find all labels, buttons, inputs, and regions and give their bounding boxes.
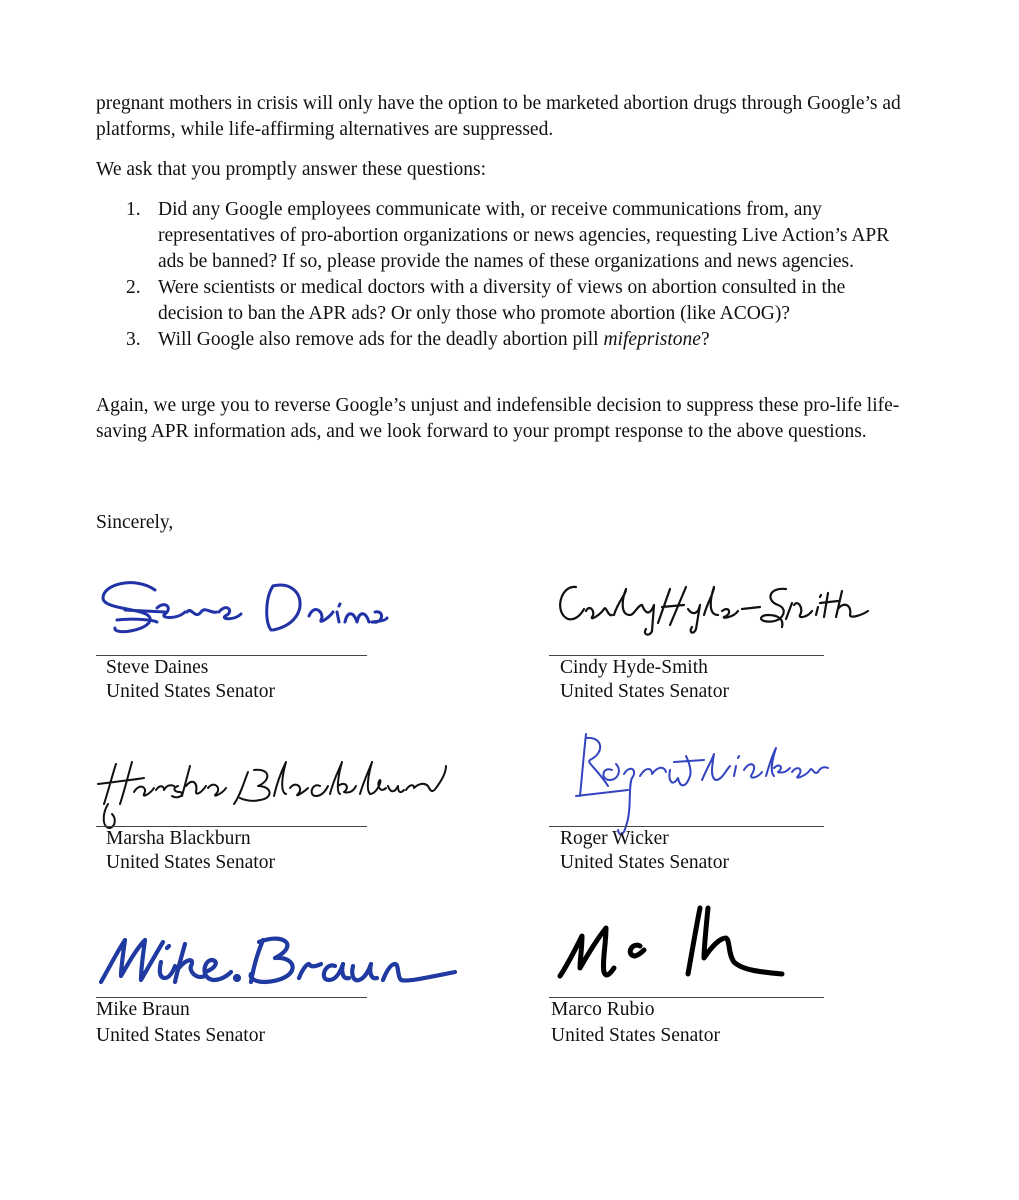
signatory-name: Marco Rubio <box>551 999 655 1020</box>
signature-steve-daines <box>95 568 395 658</box>
questions-list <box>96 197 906 353</box>
question-number: 2. <box>126 277 141 298</box>
signatory-name: Roger Wicker <box>560 828 669 849</box>
question-text: Did any Google employees communicate with, or receive communications from, any representatives of pro-abortion organizations or news agencies, requesting Live Action’s APR ads be banned? If so, please provide the names of these organizations and news agencies. <box>158 199 890 272</box>
signatory-title: United States Senator <box>96 1025 265 1046</box>
signature-cindy-hyde-smith <box>546 575 886 645</box>
signatory-name: Marsha Blackburn <box>106 828 251 849</box>
question-item <box>96 327 906 353</box>
question-item <box>96 197 906 275</box>
signatory-name: Cindy Hyde-Smith <box>560 657 708 678</box>
signatory-title: United States Senator <box>560 852 729 873</box>
signatory-name: Mike Braun <box>96 999 190 1020</box>
paragraph-3: Again, we urge you to reverse Google’s unjust and indefensible decision to suppress these pro-life life-saving APR information ads, and we look forward to your prompt response to the above questions. <box>96 395 900 442</box>
paragraph-1: pregnant mothers in crisis will only have the option to be marketed abortion drugs through Google’s ad platforms, while life-affirming alternatives are suppressed. <box>96 93 901 140</box>
signatory-title: United States Senator <box>560 681 729 702</box>
drug-name: mifepristone <box>603 329 701 350</box>
signatory-title: United States Senator <box>106 681 275 702</box>
question-item <box>96 275 906 327</box>
signature-mike-braun <box>95 928 465 998</box>
signatory-name: Steve Daines <box>106 657 209 678</box>
closing: Sincerely, <box>96 512 174 533</box>
question-number: 1. <box>126 199 141 220</box>
question-text: Will Google also remove ads for the deadly abortion pill <box>158 329 604 350</box>
signatory-title: United States Senator <box>551 1025 720 1046</box>
question-text: Were scientists or medical doctors with a diversity of views on abortion consulted in the decision to ban the APR ads? Or only those who promote abortion (like ACOG)? <box>158 277 846 324</box>
paragraph-2: We ask that you promptly answer these questions: <box>96 159 486 180</box>
signature-marco-rubio <box>548 898 808 993</box>
question-end: ? <box>700 329 710 350</box>
question-number: 3. <box>126 329 141 350</box>
signatory-title: United States Senator <box>106 852 275 873</box>
